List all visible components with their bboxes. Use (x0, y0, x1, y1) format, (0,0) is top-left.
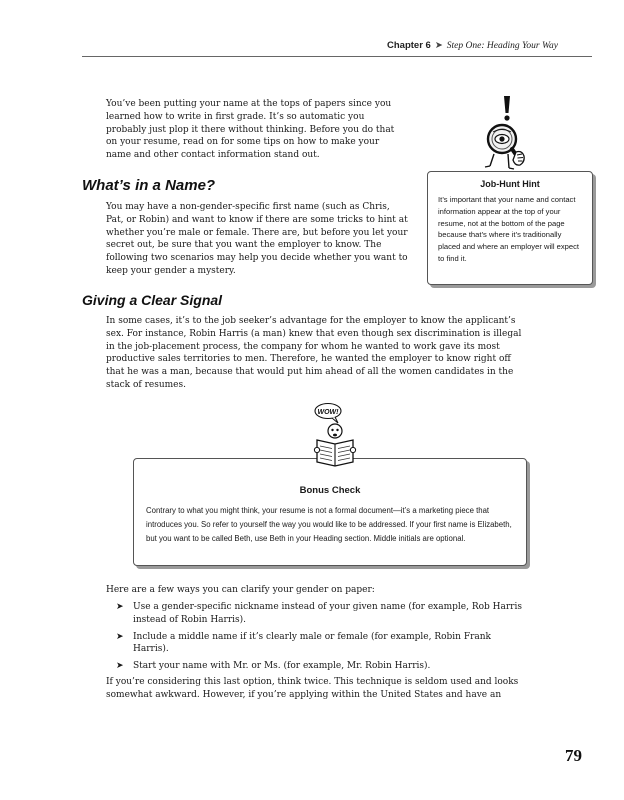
magnifier-exclamation-icon (478, 94, 534, 172)
bonus-text: Contrary to what you might think, your resume is not a formal document—it’s a marketing piece that introduces you. So refer to yourself the way you would like to be addressed. If your first name is Elizabeth, but you want to be called Beth, use Beth in your Heading section. Middle initials are optional. (146, 506, 512, 544)
arrow-bullet-icon: ➤ (116, 631, 124, 642)
list-item (116, 660, 526, 673)
list-item-text: Use a gender-specific nickname instead of your given name (for example, Rob Harris instead of Robin Harris). (133, 602, 522, 625)
running-header (387, 40, 592, 51)
tips-list (116, 601, 526, 677)
header-divider (82, 56, 592, 57)
step-title: Step One: Heading Your Way (446, 41, 558, 51)
intro-paragraph: You’ve been putting your name at the tops of papers since you learned how to write in first grade. It’s so automatic you probably just plop it there without thinking. Before you do that on your resume, read on for some tips on how to make your name and other contact information stand out. (106, 99, 395, 161)
section-heading: What’s in a Name? (82, 177, 216, 194)
ways-intro: Here are a few ways you can clarify your gender on paper: (106, 585, 375, 595)
arrow-bullet-icon: ➤ (116, 602, 124, 612)
bonus-check-box (133, 458, 527, 566)
hint-text: It’s important that your name and contact information appear at the top of your resume, not at the bottom of the page because that’s where it’s traditionally placed and where an employer will expect to find it. (438, 195, 579, 263)
bonus-title: Bonus Check (299, 485, 361, 496)
subsection-paragraph: In some cases, it’s to the job seeker’s advantage for the employer to know the applicant’s sex. For instance, Robin Harris (a man) knew that even though sex discrimination is illegal in the job-placement process, the company for whom he wanted to work gave its most productive sales territories to men. Therefore, he wanted the employer to know right off that he was a man, because that would put him ahead of all the women candidates in the stack of resumes. (106, 316, 522, 390)
arrow-icon: ➤ (434, 40, 443, 51)
job-hunt-hint-box (427, 171, 593, 285)
list-item-text: Include a middle name if it’s clearly male or female (for example, Robin Frank Harris). (133, 631, 492, 655)
wow-label: WOW! (317, 409, 339, 416)
page-number: 79 (565, 746, 582, 765)
list-item-text: Start your name with Mr. or Ms. (for example, Mr. Robin Harris). (133, 661, 431, 672)
reader-wow-icon (305, 400, 361, 472)
arrow-bullet-icon: ➤ (116, 661, 124, 672)
list-item (116, 631, 526, 657)
final-paragraph: If you’re considering this last option, think twice. This technique is seldom used and looks somewhat awkward. However, if you’re applying within the United States and have an (106, 677, 519, 700)
hint-title: Job-Hunt Hint (480, 179, 540, 189)
chapter-label: Chapter 6 (387, 40, 431, 51)
section-paragraph: You may have a non-gender-specific first name (such as Chris, Pat, or Robin) and want to know if there are some tricks to hint at whether you’re male or female. There are, but before you let your secret out, be sure that you want the employer to know. The following two scenarios may help you decide whether you want to keep your gender a mystery. (106, 202, 408, 276)
subsection-heading: Giving a Clear Signal (82, 292, 223, 308)
list-item (116, 601, 526, 627)
